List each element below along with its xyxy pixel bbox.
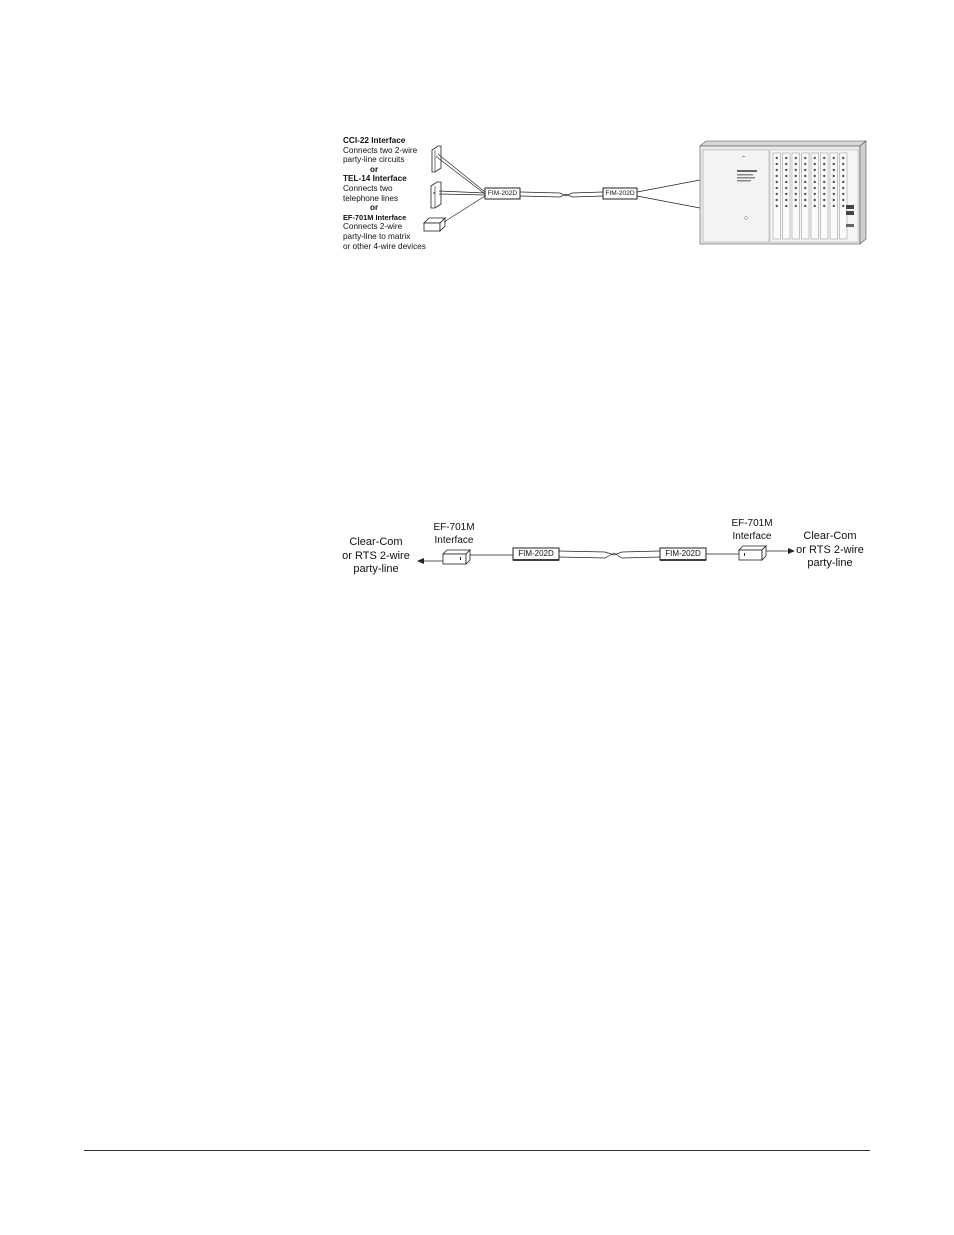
right-destination-3: party-line [807, 557, 853, 569]
left-interface-1: EF-701M [433, 522, 475, 533]
or-label-2: or [370, 203, 379, 213]
cci22-desc-1: Connects two 2-wire [343, 145, 418, 155]
fim-label-left-1: FIM-202D [487, 190, 518, 197]
tel14-desc-1: Connects two [343, 183, 393, 193]
right-destination-1: Clear-Com [803, 530, 857, 542]
left-destination-1: Clear-Com [349, 536, 403, 548]
cci22-title: CCI-22 Interface [343, 136, 406, 145]
or-label-1: or [370, 164, 379, 174]
footer-rule [84, 1150, 870, 1151]
left-arrow [417, 558, 443, 564]
ef701m-desc-3: or other 4-wire devices [343, 241, 426, 251]
ef701m-title: EF-701M Interface [343, 212, 407, 222]
ef701m-desc-2: party-line to matrix [343, 231, 411, 241]
ef701m-desc-1: Connects 2-wire [343, 222, 403, 232]
left-destination-2: or RTS 2-wire [342, 549, 410, 562]
right-destination-2: or RTS 2-wire [796, 543, 864, 556]
tel14-desc-2: telephone lines [343, 193, 399, 203]
fim-label-left-2: FIM-202D [518, 549, 554, 558]
left-destination-3: party-line [353, 563, 399, 575]
right-interface-1: EF-701M [731, 518, 773, 529]
ef701m-device-right [739, 546, 766, 560]
ef701m-device-left [443, 550, 470, 564]
tel14-title: TEL-14 Interface [343, 174, 407, 184]
cci22-desc-2: party-line circuits [343, 155, 405, 165]
fim-label-right-2: FIM-202D [665, 549, 701, 558]
right-interface-2: Interface [732, 530, 772, 542]
fim-label-right-1: FIM-202D [605, 190, 635, 197]
left-interface-2: Interface [434, 534, 474, 546]
fiber-link-2 [559, 551, 660, 558]
